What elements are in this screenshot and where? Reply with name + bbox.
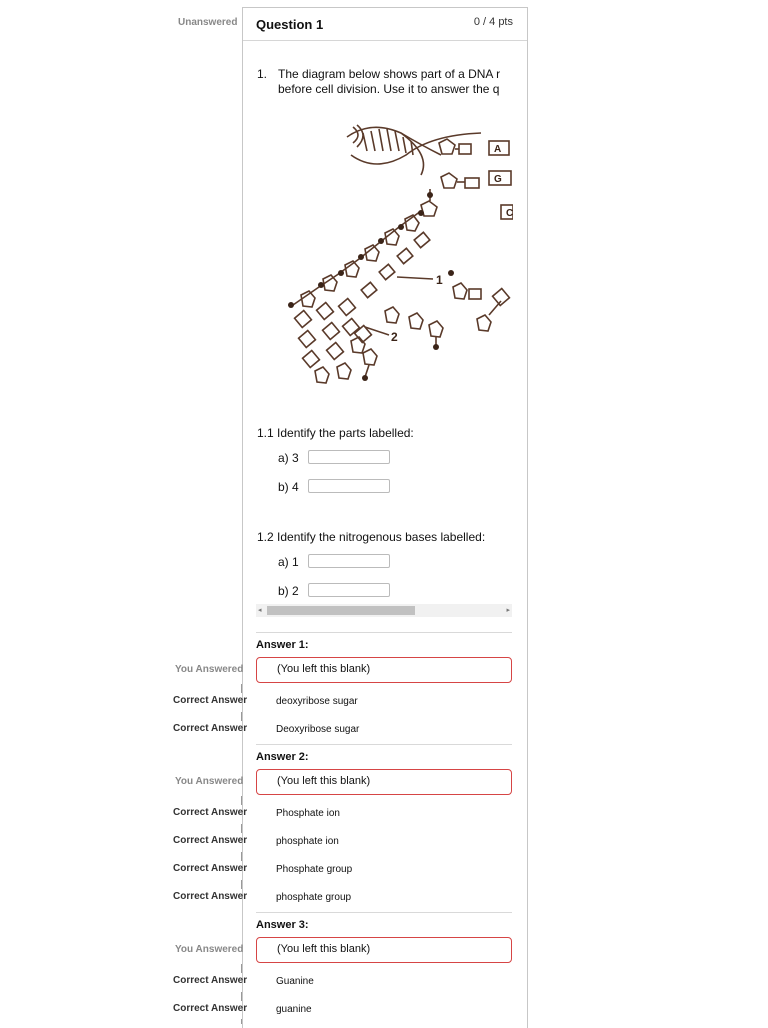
base-label-a: A bbox=[494, 144, 502, 155]
tick bbox=[241, 964, 242, 973]
answer3-you-answered-label: You Answered bbox=[175, 944, 244, 955]
part1-item-b-input[interactable] bbox=[308, 479, 390, 493]
tick bbox=[241, 712, 242, 721]
answer1-correct-1: deoxyribose sugar bbox=[276, 696, 358, 707]
base-label-g: G bbox=[494, 174, 502, 185]
answer-divider bbox=[256, 744, 512, 745]
answer3-correct-2: guanine bbox=[276, 1004, 312, 1015]
tick bbox=[241, 796, 242, 805]
answer3-correct-1: Guanine bbox=[276, 976, 314, 987]
answer-divider bbox=[256, 912, 512, 913]
base-label-c: C bbox=[506, 208, 513, 219]
answer3-you-answered-box bbox=[256, 937, 512, 963]
question-text-line2: before cell division. Use it to answer the q bbox=[278, 82, 500, 96]
answer2-correct-2: phosphate ion bbox=[276, 836, 339, 847]
answer1-correct-label-1: Correct Answer bbox=[173, 695, 248, 706]
part2-item-a-label: a) 1 bbox=[278, 555, 299, 569]
answer1-title: Answer 1: bbox=[256, 639, 309, 651]
answer2-you-answered-label: You Answered bbox=[175, 776, 244, 787]
part1-item-a-input[interactable] bbox=[308, 450, 390, 464]
tick bbox=[241, 1019, 242, 1024]
answer3-you-answered-value: (You left this blank) bbox=[277, 943, 371, 955]
part2-item-b-input[interactable] bbox=[308, 583, 390, 597]
part1-item-b-label: b) 4 bbox=[278, 480, 299, 494]
part2-item-b-label: b) 2 bbox=[278, 584, 299, 598]
part2-item-a-input[interactable] bbox=[308, 554, 390, 568]
scroll-left-icon[interactable]: ◂ bbox=[258, 607, 262, 614]
part1-item-b bbox=[278, 480, 308, 494]
answer3-correct-label-1: Correct Answer bbox=[173, 975, 248, 986]
answer2-correct-1: Phosphate ion bbox=[276, 808, 340, 819]
part2-prompt: 1.2 Identify the nitrogenous bases labelled: bbox=[257, 530, 486, 544]
question-text-line1: The diagram below shows part of a DNA r bbox=[278, 67, 501, 81]
answer2-title: Answer 2: bbox=[256, 751, 309, 763]
answer1-you-answered-value: (You left this blank) bbox=[277, 663, 371, 675]
tick bbox=[241, 992, 242, 1001]
horizontal-scrollbar[interactable] bbox=[256, 604, 512, 617]
answer2-correct-label-2: Correct Answer bbox=[173, 835, 248, 846]
part1-item-a bbox=[278, 451, 308, 465]
answer3-correct-label-2: Correct Answer bbox=[173, 1003, 248, 1014]
answer-divider bbox=[256, 632, 512, 633]
question-header bbox=[243, 8, 527, 41]
question-title: Question 1 bbox=[256, 17, 324, 32]
answer3-title: Answer 3: bbox=[256, 919, 309, 931]
question-number: 1. bbox=[257, 67, 268, 81]
answer1-correct-2: Deoxyribose sugar bbox=[276, 724, 360, 735]
tick bbox=[241, 852, 242, 861]
answer2-you-answered-value: (You left this blank) bbox=[277, 775, 371, 787]
answer2-you-answered-box bbox=[256, 769, 512, 795]
tick bbox=[241, 684, 242, 693]
question-status: Unanswered bbox=[178, 17, 238, 28]
dna-diagram bbox=[281, 115, 513, 400]
scrollbar-thumb[interactable] bbox=[267, 606, 415, 615]
scroll-right-icon[interactable]: ▸ bbox=[506, 607, 510, 614]
tick bbox=[241, 824, 242, 833]
answer2-correct-4: phosphate group bbox=[276, 892, 352, 903]
diagram-label-1: 1 bbox=[436, 273, 443, 287]
answer2-correct-label-1: Correct Answer bbox=[173, 807, 248, 818]
answer2-correct-3: Phosphate group bbox=[276, 864, 353, 875]
tick bbox=[241, 880, 242, 889]
diagram-label-2: 2 bbox=[391, 330, 398, 344]
part1-item-a-label: a) 3 bbox=[278, 451, 299, 465]
answer2-correct-label-4: Correct Answer bbox=[173, 891, 248, 902]
question-content bbox=[243, 41, 513, 616]
part2-item-a bbox=[278, 555, 308, 569]
part1-prompt: 1.1 Identify the parts labelled: bbox=[257, 426, 414, 440]
part2-item-b bbox=[278, 584, 308, 598]
question-points: 0 / 4 pts bbox=[473, 16, 513, 28]
dna-diagram-illustration bbox=[281, 115, 513, 400]
answer1-correct-label-2: Correct Answer bbox=[173, 723, 248, 734]
answer1-you-answered-box bbox=[256, 657, 512, 683]
answer2-correct-label-3: Correct Answer bbox=[173, 863, 248, 874]
answer1-you-answered-label: You Answered bbox=[175, 664, 244, 675]
